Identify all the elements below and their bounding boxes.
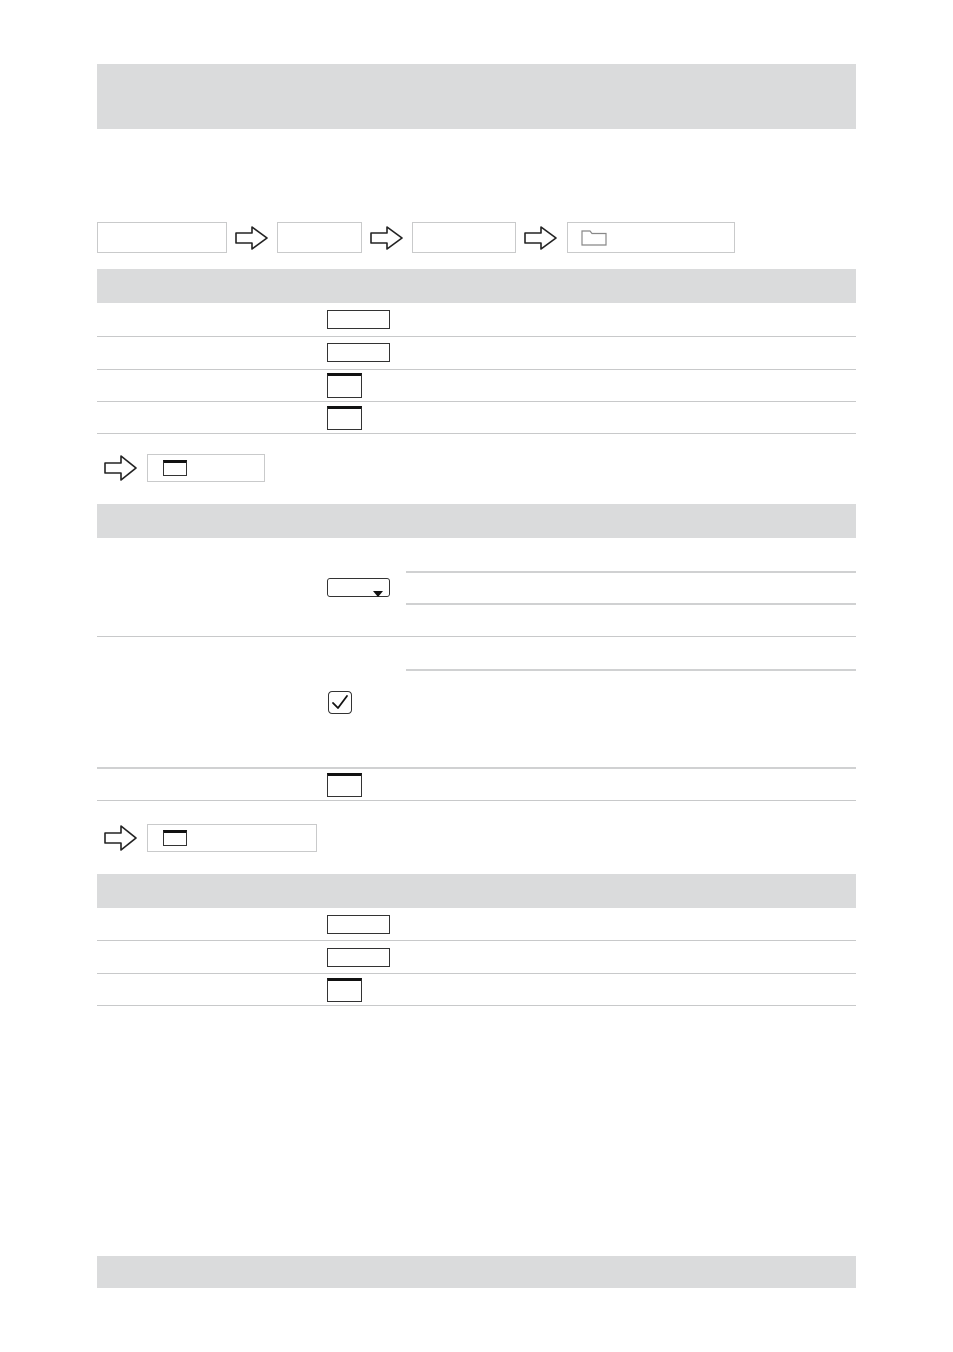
arrow-right-outline-icon — [234, 225, 270, 251]
section-1-row-divider — [97, 336, 856, 337]
section-3-row-2-button[interactable] — [327, 948, 390, 967]
section-1-header — [97, 269, 856, 303]
window-icon[interactable] — [327, 978, 362, 1002]
arrow-right-outline-icon — [103, 824, 139, 852]
section-3-row-1-button[interactable] — [327, 915, 390, 934]
option-divider — [406, 669, 856, 671]
section-1-row-divider — [97, 401, 856, 402]
reference-link-2[interactable] — [147, 824, 317, 852]
section-1-row-divider — [97, 433, 856, 434]
section-2-header — [97, 504, 856, 538]
arrow-right-outline-icon — [523, 225, 559, 251]
section-1-row-divider — [97, 369, 856, 370]
option-divider — [406, 603, 856, 605]
window-icon[interactable] — [327, 773, 362, 797]
checkbox-checked-icon[interactable] — [328, 691, 352, 714]
window-icon[interactable] — [327, 406, 362, 430]
window-icon[interactable] — [327, 373, 362, 398]
section-3-row-divider — [97, 973, 856, 974]
arrow-right-outline-icon — [103, 454, 139, 482]
reference-link-1[interactable] — [147, 454, 265, 482]
folder-icon — [581, 228, 607, 246]
breadcrumb-item-3[interactable] — [412, 222, 516, 253]
breadcrumb-item-1[interactable] — [97, 222, 227, 253]
section-2-row-divider — [97, 800, 856, 801]
chevron-down-icon — [372, 585, 384, 593]
page-header-band — [97, 64, 856, 129]
section-2-row-divider — [97, 636, 856, 637]
section-3-row-divider — [97, 940, 856, 941]
section-3-header — [97, 874, 856, 908]
option-divider — [406, 571, 856, 573]
section-1-row-1-button[interactable] — [327, 310, 390, 329]
breadcrumb-item-folder[interactable] — [567, 222, 735, 253]
window-icon — [163, 830, 187, 846]
window-icon — [163, 460, 187, 476]
arrow-right-outline-icon — [369, 225, 405, 251]
breadcrumb-item-2[interactable] — [277, 222, 362, 253]
section-2-row-divider — [97, 767, 856, 769]
dropdown-select[interactable] — [327, 578, 390, 597]
page-footer-band — [97, 1256, 856, 1288]
section-3-row-divider — [97, 1005, 856, 1006]
section-1-row-2-button[interactable] — [327, 343, 390, 362]
